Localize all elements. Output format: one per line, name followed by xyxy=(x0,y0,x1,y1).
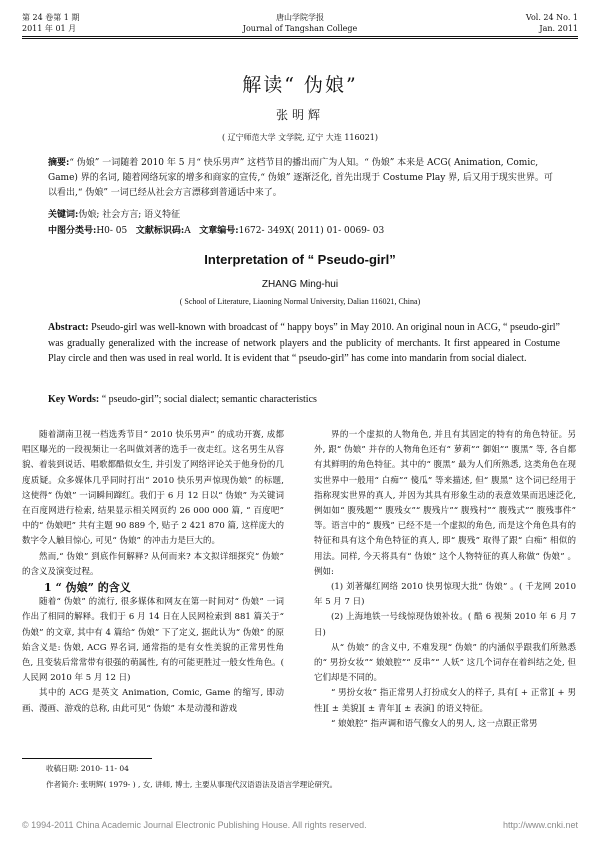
classification-line xyxy=(48,224,568,238)
body-paragraph: 随着“ 伪娘” 的流行, 很多媒体和网友在第一时间对“ 伪娘” 一词作出了相同的解释。我们于 6 月 14 日在人民网检索到 881 篇关于“ 伪娘” 的文章, 其中有 4 篇给“ 伪娘” 下了定义, 据此认为“ 伪娘” 的原始含义是: 伪娘, ACG 界名词, 通常指的是有女性美貌的正常男性角色, 且变装后常常带有很强的萌属性, 有的可能更胜过一般女性角色。( 人民网 2010 年 5 月 12 日) xyxy=(22,597,284,684)
example-sentence: (2) 上海地铁一号线惊现伪娘补妆。( 酷 6 视频 2010 年 6 月 7 日) xyxy=(314,612,576,638)
journal-name-cn: 唐山学院学报 xyxy=(276,13,324,22)
body-paragraph: 从“ 伪娘” 的含义中, 不难发现“ 伪娘” 的内涵似乎跟我们所熟悉的“ 男扮女妆”“ 娘娘腔”“ 反串”“ 人妖” 这几个词存在着纠结之处, 但它们却是不同的。 xyxy=(314,642,576,684)
keywords-cn-label: 关键词: xyxy=(48,210,79,220)
header-rule xyxy=(22,36,578,37)
header-rule-thin xyxy=(22,38,578,39)
journal-name-en: Journal of Tangshan College xyxy=(242,24,358,33)
body-paragraph: “ 娘娘腔” 指声调和语气像女人的男人, 这一点跟正常男 xyxy=(331,718,538,729)
abstract-en-text: Pseudo-girl was well-known with broadcast of “ happy boys” in May 2010. An original noun in ACG, “ pseudo-girl” was gradually generalized with the increase of network players and the publicity of merchants. It first appeared in Costume Play circle and then was used in real world. It is evident that “ pseudo-girl” has come into mandarin from social dialect. xyxy=(48,322,560,364)
clc-value: H0- 05 xyxy=(96,226,128,236)
affiliation-cn: ( 辽宁师范大学 文学院, 辽宁 大连 116021) xyxy=(221,133,379,142)
header-volume: 第 24 卷第 1 期 xyxy=(22,13,80,22)
footnote-rule xyxy=(22,758,152,759)
footnote-author-bio: 作者简介: 张明辉( 1979- ) , 女, 讲师, 博士, 主要从事现代汉语语法及语言学理论研究。 xyxy=(46,780,338,789)
abstract-cn xyxy=(48,156,560,201)
body-paragraph: 其中的 ACG 是英文 Animation, Comic, Game 的缩写, 即动画、漫画、游戏的总称, 由此可见“ 伪娘” 本是动漫和游戏 xyxy=(22,688,284,714)
copyright-text: © 1994-2011 China Academic Journal Electronic Publishing House. All rights reserved. xyxy=(22,820,367,830)
header-date-cn: 2011 年 01 月 xyxy=(22,24,77,33)
header-volume-en: Vol. 24 No. 1 xyxy=(525,13,578,22)
copyright-line xyxy=(22,820,578,830)
keywords-cn xyxy=(48,208,568,222)
article-title-cn: 解读“ 伪娘” xyxy=(242,74,358,96)
abstract-en xyxy=(48,320,560,367)
keywords-en xyxy=(48,394,560,405)
body-paragraph: 随着湖南卫视一档选秀节目“ 2010 快乐男声” 的成功开赛, 成都唱区曝光的一段视频让一名叫做刘著的选手一夜走红。这名男生从容貌、着装到说话、唱歌都酷似女生, 并引发了网络评论关于他身份的几度质疑。众多媒体几乎同时打出“ 2010 快乐男声惊现伪娘” 的标题, 这使得“ 伪娘” 一词瞬间蹿红。我们于 6 月 12 日以“ 伪娘” 为关键词在百度网进行检索, 结果显示相关网页约 26 000 000 篇, “ 百度吧” 中的“ 伪娘吧” 共有主题 90 889 个, 贴子 2 421 870 篇, 这样庞大的数字令人触目惊心, 可见“ 伪娘” 的冲击力是巨大的。 xyxy=(22,430,284,547)
body-paragraph: “ 男扮女妆” 指正常男人打扮成女人的样子, 具有[ + 正常][ + 男性][ ± 美貌][ ± 青年][ ± 表演] 的语义特征。 xyxy=(314,688,576,714)
section-heading: 1 “ 伪娘” 的含义 xyxy=(44,581,131,595)
abstract-en-label: Abstract: xyxy=(48,322,89,333)
header-center xyxy=(0,12,600,34)
keywords-cn-text: 伪娘; 社会方言; 语义特征 xyxy=(78,210,181,220)
author-name-cn: 张明辉 xyxy=(275,108,324,122)
article-title-en: Interpretation of “ Pseudo-girl” xyxy=(204,252,396,267)
body-paragraph: 界的一个虚拟的人物角色, 并且有其固定的特有的角色特征。另外, 跟“ 伪娘” 并存的人物角色还有“ 萝莉”“ 御姐”“ 腹黑” 等, 各自都有其鲜明的角色特征。其中的“ 腹黑” 最为人们所熟悉, 这类角色在现实世界中一般用“ 白痴”“ 傻瓜” 等来描述, 但“ 腹黑” 这个词已经用于指称现实世界的真人, 并因为其具有形象生动的表意效果而迅速泛化, 例如如“ 腹残题”“ 腹残女”“ 腹残片”“ 腹残村”“ 腹残式”“ 腹残事件” 等。语言中的“ 腹残” 已经不是一个虚拟的角色, 而是这个角色具有的特征和具有这个角色特征的真人, 即“ 腹残” 取得了跟“ 白痴” 相似的用法。同样, 今天将具有“ 伪娘” 这个人物特征的真人称做“ 伪娘” 。例如: xyxy=(314,430,576,577)
body-paragraph: 然而,“ 伪娘” 到底作何解释? 从何而来? 本文拟详细探究“ 伪娘” 的含义及演变过程。 xyxy=(22,551,284,577)
keywords-en-text: “ pseudo-girl”; social dialect; semantic characteristics xyxy=(101,394,317,405)
body-column-right xyxy=(314,428,576,732)
article-no-value: 1672- 349X( 2011) 01- 0069- 03 xyxy=(238,226,385,236)
cnki-link[interactable]: http://www.cnki.net xyxy=(502,820,578,830)
author-name-en: ZHANG Ming-hui xyxy=(261,279,339,290)
header-date-en: Jan. 2011 xyxy=(539,24,578,33)
affiliation-en: ( School of Literature, Liaoning Normal University, Dalian 116021, China) xyxy=(179,297,421,306)
article-no-label: 文章编号: xyxy=(199,226,239,236)
footnote-received: 收稿日期: 2010- 11- 04 xyxy=(46,764,129,773)
body-column-left xyxy=(22,428,284,717)
doc-code-label: 文献标识码: xyxy=(135,226,185,236)
abstract-cn-label: 摘要: xyxy=(48,158,70,168)
keywords-en-label: Key Words: xyxy=(48,394,100,405)
abstract-cn-text: “ 伪娘” 一词随着 2010 年 5 月“ 快乐男声” 这档节目的播出而广为人知。“ 伪娘” 本来是 ACG( Animation, Comic, Game) 界的名词, 随着网络玩家的增多和商家的宣传,“ 伪娘” 逐渐泛化, 首先出现于 Costume Play 界, 后又用于现实世界。可以看出,“ 伪娘” 一词已经从社会方言漂移到普通话中来了。 xyxy=(48,158,553,198)
example-sentence: (1) 刘著爆红网络 2010 快男惊现大批“ 伪娘” 。( 千龙网 2010 年 5 月 7 日) xyxy=(314,582,576,608)
doc-code-value: A xyxy=(184,226,191,236)
header-right xyxy=(526,12,578,34)
clc-label: 中图分类号: xyxy=(48,226,97,236)
